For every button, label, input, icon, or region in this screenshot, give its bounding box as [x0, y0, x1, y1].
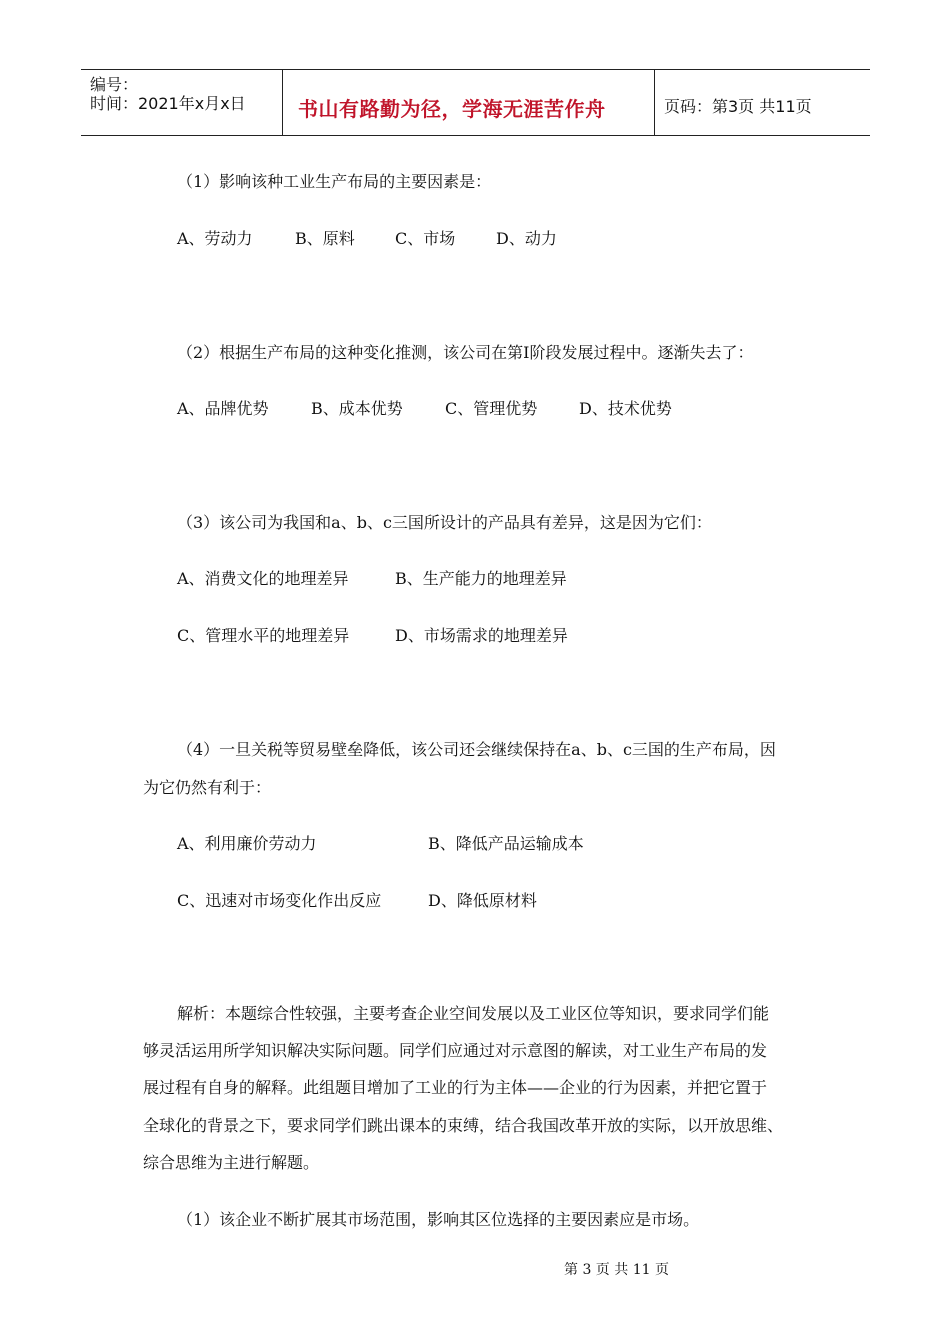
header-number-label: 编号： — [90, 75, 139, 94]
analysis-line-1: 解析：本题综合性较强，主要考查企业空间发展以及工业区位等知识，要求同学们能 — [177, 1004, 770, 1023]
question-2-stem: （2）根据生产布局的这种变化推测，该公司在第Ⅰ阶段发展过程中。逐渐失去了： — [177, 343, 754, 362]
question-1-option-c: C、市场 — [395, 229, 456, 248]
question-3-option-c: C、管理水平的地理差异 — [177, 626, 350, 645]
analysis-line-2: 够灵活运用所学知识解决实际问题。同学们应通过对示意图的解读，对工业生产布局的发 — [143, 1041, 768, 1060]
question-4-option-d: D、降低原材料 — [428, 891, 537, 910]
analysis-line-4: 全球化的背景之下，要求同学们跳出课本的束缚，结合我国改革开放的实际，以开放思维、 — [143, 1116, 784, 1135]
question-1-stem: （1）影响该种工业生产布局的主要因素是： — [177, 172, 492, 191]
question-3-option-b: B、生产能力的地理差异 — [395, 569, 567, 588]
question-4-option-b: B、降低产品运输成本 — [428, 834, 584, 853]
question-2-option-a: A、品牌优势 — [177, 399, 269, 418]
header-motto: 书山有路勤为径，学海无涯苦作舟 — [298, 97, 606, 121]
header-time-label: 时间：2021年x月x日 — [90, 94, 246, 113]
question-3-option-d: D、市场需求的地理差异 — [395, 626, 568, 645]
question-2-option-b: B、成本优势 — [311, 399, 403, 418]
question-2-option-c: C、管理优势 — [445, 399, 538, 418]
analysis-line-5: 综合思维为主进行解题。 — [143, 1153, 320, 1172]
question-1-option-a: A、劳动力 — [177, 229, 253, 248]
question-4-option-a: A、利用廉价劳动力 — [177, 834, 317, 853]
question-4-option-c: C、迅速对市场变化作出反应 — [177, 891, 382, 910]
question-3-option-a: A、消费文化的地理差异 — [177, 569, 349, 588]
question-4-stem-line-1: （4）一旦关税等贸易壁垒降低，该公司还会继续保持在a、b、c三国的生产布局，因 — [177, 740, 776, 759]
answer-1: （1）该企业不断扩展其市场范围，影响其区位选择的主要因素应是市场。 — [177, 1210, 700, 1229]
question-1-option-b: B、原料 — [295, 229, 355, 248]
analysis-line-3: 展过程有自身的解释。此组题目增加了工业的行为主体——企业的行为因素，并把它置于 — [143, 1078, 768, 1097]
header-divider-left — [282, 69, 283, 136]
question-4-stem-line-2: 为它仍然有利于： — [143, 778, 272, 797]
header-bottom-border — [81, 135, 870, 136]
question-1-option-d: D、动力 — [496, 229, 557, 248]
header-page-label: 页码：第3页 共11页 — [664, 97, 812, 116]
question-3-stem: （3）该公司为我国和a、b、c三国所设计的产品具有差异，这是因为它们： — [177, 513, 712, 532]
page-footer: 第 3 页 共 11 页 — [564, 1262, 669, 1278]
header-divider-right — [654, 69, 655, 136]
question-2-option-d: D、技术优势 — [579, 399, 672, 418]
header-top-border — [81, 69, 870, 70]
